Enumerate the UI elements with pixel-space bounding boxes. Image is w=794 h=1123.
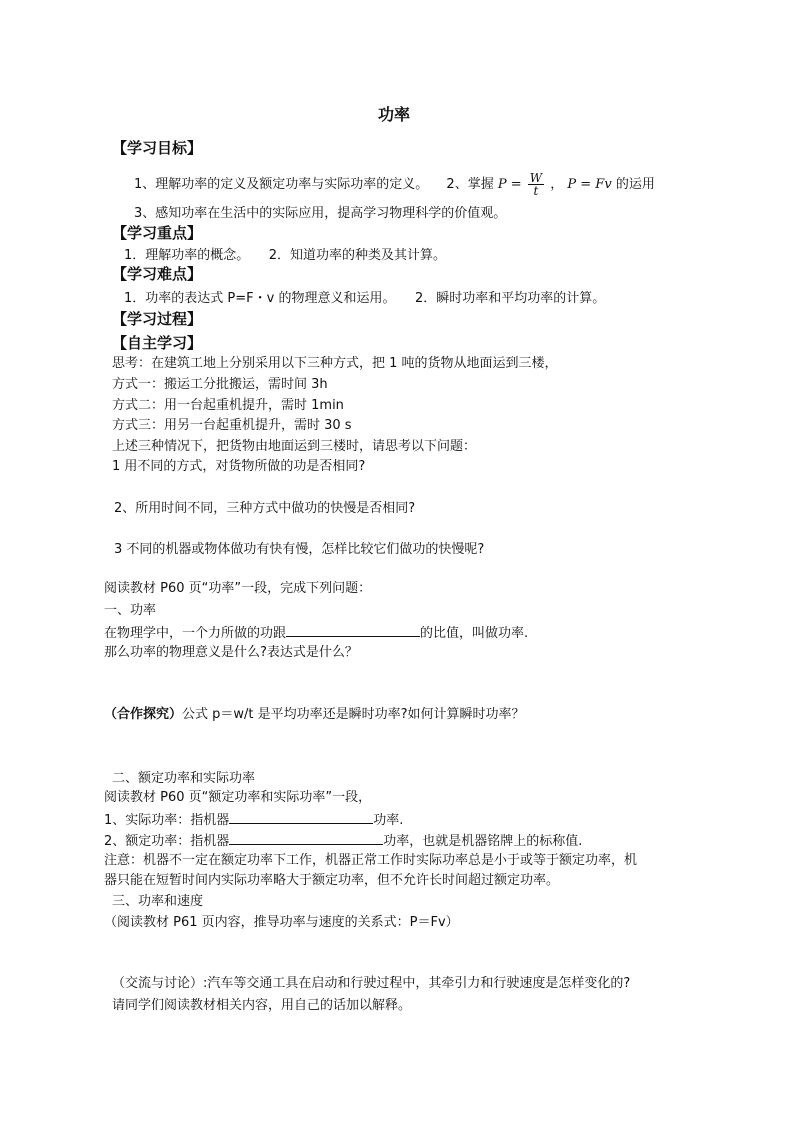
goal-item-2-prefix: 2、掌握 [446,177,494,192]
goal-item-2-suffix: 的运用 [615,177,655,192]
think-line: 思考：在建筑工地上分别采用以下三种方式，把 1 吨的货物从地面运到三楼， [112,356,558,371]
formula-lhs: P = [497,177,522,192]
key-points-heading: 【学习重点】 [112,224,203,242]
key-points-line: 1．理解功率的概念。 2．知道功率的种类及其计算。 [124,248,447,263]
rated-power-suffix: 功率，也就是机器铭牌上的标称值. [383,834,583,849]
definition-suffix: 的比值，叫做功率. [420,626,529,641]
difficulties-heading: 【学习难点】 [112,265,203,283]
actual-power-prefix: 1、实际功率：指机器 [104,813,230,828]
goal-item-1-text: 1、理解功率的定义及额定功率与实际功率的定义。 [134,177,429,192]
section-speed: 三、功率和速度 [112,894,204,909]
definition-line [104,623,528,643]
goal-item-3: 3、感知功率在生活中的实际应用，提高学习物理科学的价值观。 [134,206,507,221]
note-line-1: 注意：机器不一定在额定功率下工作，机器正常工作时实际功率总是小于或等于额定功率，机 [104,853,638,868]
rated-power-line [104,831,582,851]
actual-power-suffix: 功率. [373,813,404,828]
self-study-heading: 【自主学习】 [112,334,203,352]
difficulties-line: 1．功率的表达式 P=F・v 的物理意义和运用。 2．瞬时功率和平均功率的计算。 [124,291,606,306]
section-power: 一、功率 [104,603,157,618]
formula-2: P = Fv [567,177,612,192]
way-2: 方式二：用一台起重机提升，需时 1min [112,398,344,413]
actual-power-blank[interactable] [229,810,373,824]
section-rated: 二、额定功率和实际功率 [112,771,256,786]
note-line-2: 器只能在短暂时间内实际功率略大于额定功率，但不允许长时间超过额定功率。 [104,873,560,888]
cooperate-line [104,706,525,724]
goals-heading: 【学习目标】 [112,139,203,157]
rated-power-blank[interactable] [229,831,383,845]
rated-power-prefix: 2、额定功率：指机器 [104,834,230,849]
discuss-line-2: 请同学们阅读教材相关内容，用自己的话加以解释。 [112,998,412,1013]
page-title: 功率 [378,105,411,124]
intro-line: 上述三种情况下，把货物由地面运到三楼时，请思考以下问题： [112,439,477,454]
actual-power-line [104,810,403,830]
definition-blank[interactable] [286,623,420,637]
question-3: 3 不同的机器或物体做功有快有慢，怎样比较它们做功的快慢呢? [114,542,485,557]
speed-reading: （阅读教材 P61 页内容，推导功率与速度的关系式：P＝Fv） [104,915,459,930]
question-1: 1 用不同的方式，对货物所做的功是否相同? [112,459,366,474]
formula-fraction [528,172,544,197]
reading-1: 阅读教材 P60 页“功率”一段，完成下列问题： [104,581,372,596]
rated-reading: 阅读教材 P60 页“额定功率和实际功率”一段， [104,790,372,805]
question-2: 2、所用时间不同，三种方式中做功的快慢是否相同? [114,501,416,516]
goal-item-1 [134,172,655,197]
formula-numerator: W [529,171,543,185]
cooperate-text: 公式 p＝w/t 是平均功率还是瞬时功率?如何计算瞬时功率？ [182,707,525,722]
process-heading: 【学习过程】 [112,310,203,328]
definition-prefix: 在物理学中，一个力所做的功跟 [104,626,287,641]
way-1: 方式一：搬运工分批搬运，需时间 3h [112,377,328,392]
meaning-question: 那么功率的物理意义是什么?表达式是什么？ [104,645,358,660]
discuss-line-1: （交流与讨论）:汽车等交通工具在启动和行驶过程中，其牵引力和行驶速度是怎样变化的? [112,976,631,991]
formula-denominator: t [533,184,539,198]
way-3: 方式三：用另一台起重机提升，需时 30 s [112,418,352,433]
formula-separator: ， [550,177,564,192]
cooperate-label: （合作探究） [104,707,183,722]
